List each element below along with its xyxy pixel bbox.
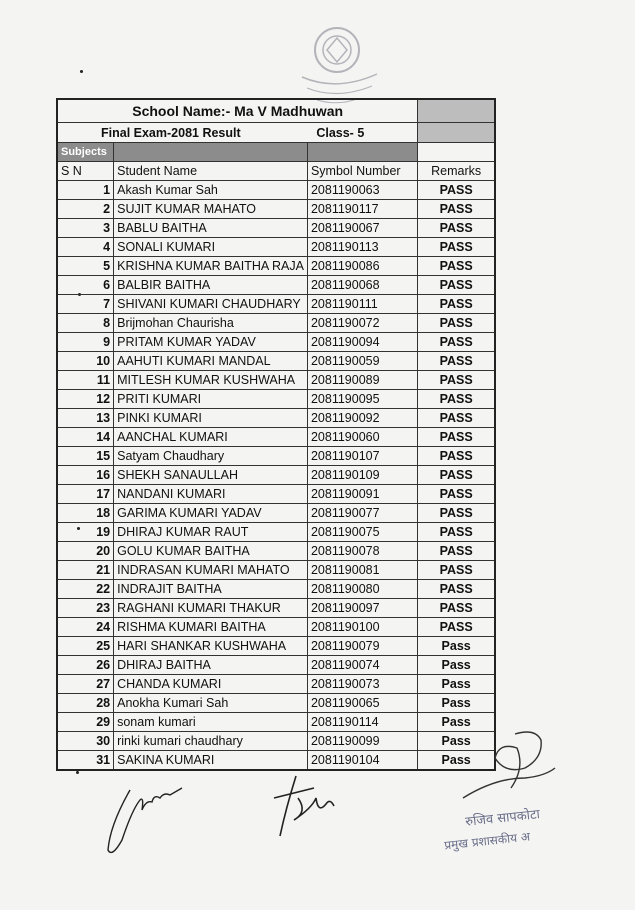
remark: PASS [418, 390, 495, 409]
symbol-number: 2081190075 [307, 523, 417, 542]
speck-mark [80, 70, 83, 73]
student-name: MITLESH KUMAR KUSHWAHA [114, 371, 308, 390]
symbol-number: 2081190068 [307, 276, 417, 295]
symbol-number: 2081190111 [307, 295, 417, 314]
student-name: rinki kumari chaudhary [114, 732, 308, 751]
remark: PASS [418, 333, 495, 352]
student-name: PRITAM KUMAR YADAV [114, 333, 308, 352]
subjects-label: Subjects [57, 143, 114, 162]
student-sn: 2 [57, 200, 114, 219]
symbol-number: 2081190065 [307, 694, 417, 713]
symbol-number: 2081190107 [307, 447, 417, 466]
student-name: HARI SHANKAR KUSHWAHA [114, 637, 308, 656]
header-grey-cell [418, 123, 495, 143]
student-name: AANCHAL KUMARI [114, 428, 308, 447]
symbol-number: 2081190080 [307, 580, 417, 599]
student-name: SONALI KUMARI [114, 238, 308, 257]
symbol-number: 2081190095 [307, 390, 417, 409]
symbol-number: 2081190063 [307, 181, 417, 200]
student-name: SUJIT KUMAR MAHATO [114, 200, 308, 219]
table-row [57, 428, 495, 447]
remark: PASS [418, 580, 495, 599]
table-row [57, 542, 495, 561]
student-name: INDRAJIT BAITHA [114, 580, 308, 599]
student-name: GOLU KUMAR BAITHA [114, 542, 308, 561]
remark: PASS [418, 352, 495, 371]
student-name: RAGHANI KUMARI THAKUR [114, 599, 308, 618]
table-row [57, 485, 495, 504]
table-row [57, 618, 495, 637]
table-row [57, 466, 495, 485]
school-name-row [57, 99, 495, 123]
exam-info-cell [57, 123, 418, 143]
symbol-number: 2081190114 [307, 713, 417, 732]
student-sn: 18 [57, 504, 114, 523]
student-name: KRISHNA KUMAR BAITHA RAJA [114, 257, 308, 276]
student-sn: 28 [57, 694, 114, 713]
student-sn: 9 [57, 333, 114, 352]
column-header-sn: S N [57, 162, 114, 181]
remark: PASS [418, 618, 495, 637]
remark: Pass [418, 637, 495, 656]
subjects-row [57, 143, 495, 162]
table-row [57, 200, 495, 219]
student-sn: 4 [57, 238, 114, 257]
signature-right [455, 728, 565, 808]
symbol-number: 2081190086 [307, 257, 417, 276]
student-name: SAKINA KUMARI [114, 751, 308, 771]
exam-row [57, 123, 495, 143]
table-row [57, 295, 495, 314]
student-sn: 25 [57, 637, 114, 656]
column-header-remarks: Remarks [418, 162, 495, 181]
official-seal-stamp [282, 22, 382, 108]
student-name: NANDANI KUMARI [114, 485, 308, 504]
student-name: GARIMA KUMARI YADAV [114, 504, 308, 523]
student-sn: 15 [57, 447, 114, 466]
symbol-number: 2081190089 [307, 371, 417, 390]
remark: PASS [418, 314, 495, 333]
table-row [57, 523, 495, 542]
student-name: sonam kumari [114, 713, 308, 732]
table-row [57, 675, 495, 694]
symbol-number: 2081190079 [307, 637, 417, 656]
signature-middle [268, 768, 348, 843]
table-row [57, 504, 495, 523]
remark: Pass [418, 675, 495, 694]
student-sn: 23 [57, 599, 114, 618]
column-header-row [57, 162, 495, 181]
remark: PASS [418, 257, 495, 276]
symbol-number: 2081190113 [307, 238, 417, 257]
student-sn: 24 [57, 618, 114, 637]
student-sn: 16 [57, 466, 114, 485]
symbol-number: 2081190109 [307, 466, 417, 485]
table-row [57, 409, 495, 428]
result-table [56, 98, 496, 771]
table-row [57, 637, 495, 656]
table-row [57, 390, 495, 409]
table-row [57, 333, 495, 352]
remark: PASS [418, 200, 495, 219]
remark: PASS [418, 561, 495, 580]
column-header-name: Student Name [114, 162, 308, 181]
symbol-number: 2081190077 [307, 504, 417, 523]
remark: PASS [418, 542, 495, 561]
remark: Pass [418, 656, 495, 675]
student-sn: 1 [57, 181, 114, 200]
student-name: PRITI KUMARI [114, 390, 308, 409]
symbol-number: 2081190060 [307, 428, 417, 447]
remark: Pass [418, 713, 495, 732]
student-sn: 19 [57, 523, 114, 542]
class-label: Class- 5 [316, 125, 365, 140]
symbol-number: 2081190078 [307, 542, 417, 561]
student-sn: 7 [57, 295, 114, 314]
symbol-number: 2081190104 [307, 751, 417, 771]
subjects-fill [114, 143, 308, 162]
table-row [57, 257, 495, 276]
student-sn: 20 [57, 542, 114, 561]
student-sn: 14 [57, 428, 114, 447]
remark: Pass [418, 751, 495, 771]
student-name: Akash Kumar Sah [114, 181, 308, 200]
student-name: SHIVANI KUMARI CHAUDHARY [114, 295, 308, 314]
remark: PASS [418, 219, 495, 238]
table-row [57, 713, 495, 732]
student-sn: 11 [57, 371, 114, 390]
table-row [57, 447, 495, 466]
table-row [57, 694, 495, 713]
student-name: CHANDA KUMARI [114, 675, 308, 694]
student-sn: 5 [57, 257, 114, 276]
remark: PASS [418, 276, 495, 295]
student-name: SHEKH SANAULLAH [114, 466, 308, 485]
table-row [57, 276, 495, 295]
signatory-title: प्रमुख प्रशासकीय अ [443, 829, 531, 853]
symbol-number: 2081190074 [307, 656, 417, 675]
student-sn: 17 [57, 485, 114, 504]
student-name: Brijmohan Chaurisha [114, 314, 308, 333]
remark: PASS [418, 599, 495, 618]
student-sn: 31 [57, 751, 114, 771]
student-name: Satyam Chaudhary [114, 447, 308, 466]
remark: PASS [418, 371, 495, 390]
symbol-number: 2081190094 [307, 333, 417, 352]
symbol-number: 2081190091 [307, 485, 417, 504]
table-row [57, 561, 495, 580]
student-sn: 8 [57, 314, 114, 333]
remark: PASS [418, 238, 495, 257]
student-name: DHIRAJ BAITHA [114, 656, 308, 675]
table-row [57, 352, 495, 371]
remark: PASS [418, 523, 495, 542]
student-name: Anokha Kumari Sah [114, 694, 308, 713]
student-sn: 6 [57, 276, 114, 295]
student-sn: 30 [57, 732, 114, 751]
remark: PASS [418, 504, 495, 523]
school-name: School Name:- Ma V Madhuwan [57, 99, 418, 123]
student-sn: 10 [57, 352, 114, 371]
student-name: INDRASAN KUMARI MAHATO [114, 561, 308, 580]
student-name: BALBIR BAITHA [114, 276, 308, 295]
student-sn: 21 [57, 561, 114, 580]
symbol-number: 2081190100 [307, 618, 417, 637]
remark: PASS [418, 409, 495, 428]
exam-title: Final Exam-2081 Result [101, 125, 241, 140]
remark: PASS [418, 447, 495, 466]
student-name: RISHMA KUMARI BAITHA [114, 618, 308, 637]
column-header-symbol: Symbol Number [307, 162, 417, 181]
table-row [57, 314, 495, 333]
symbol-number: 2081190067 [307, 219, 417, 238]
table-row [57, 371, 495, 390]
symbol-number: 2081190059 [307, 352, 417, 371]
table-row [57, 181, 495, 200]
symbol-number: 2081190097 [307, 599, 417, 618]
symbol-number: 2081190092 [307, 409, 417, 428]
student-sn: 22 [57, 580, 114, 599]
symbol-number: 2081190117 [307, 200, 417, 219]
subjects-fill [307, 143, 417, 162]
table-row [57, 732, 495, 751]
symbol-number: 2081190073 [307, 675, 417, 694]
remark: PASS [418, 485, 495, 504]
student-name: PINKI KUMARI [114, 409, 308, 428]
remark: PASS [418, 428, 495, 447]
remark: Pass [418, 732, 495, 751]
table-row [57, 599, 495, 618]
student-sn: 27 [57, 675, 114, 694]
speck-mark [76, 771, 79, 774]
student-name: BABLU BAITHA [114, 219, 308, 238]
header-grey-cell [418, 99, 495, 123]
symbol-number: 2081190072 [307, 314, 417, 333]
table-row [57, 219, 495, 238]
table-row [57, 656, 495, 675]
student-sn: 12 [57, 390, 114, 409]
subjects-empty [418, 143, 495, 162]
remark: Pass [418, 694, 495, 713]
student-sn: 29 [57, 713, 114, 732]
student-name: DHIRAJ KUMAR RAUT [114, 523, 308, 542]
remark: PASS [418, 466, 495, 485]
signature-left [100, 770, 190, 860]
signatory-name: रुजिव सापकोटा [464, 807, 541, 830]
student-sn: 3 [57, 219, 114, 238]
remark: PASS [418, 295, 495, 314]
table-row [57, 238, 495, 257]
student-name: AAHUTI KUMARI MANDAL [114, 352, 308, 371]
student-sn: 13 [57, 409, 114, 428]
student-sn: 26 [57, 656, 114, 675]
remark: PASS [418, 181, 495, 200]
symbol-number: 2081190081 [307, 561, 417, 580]
table-row [57, 580, 495, 599]
symbol-number: 2081190099 [307, 732, 417, 751]
